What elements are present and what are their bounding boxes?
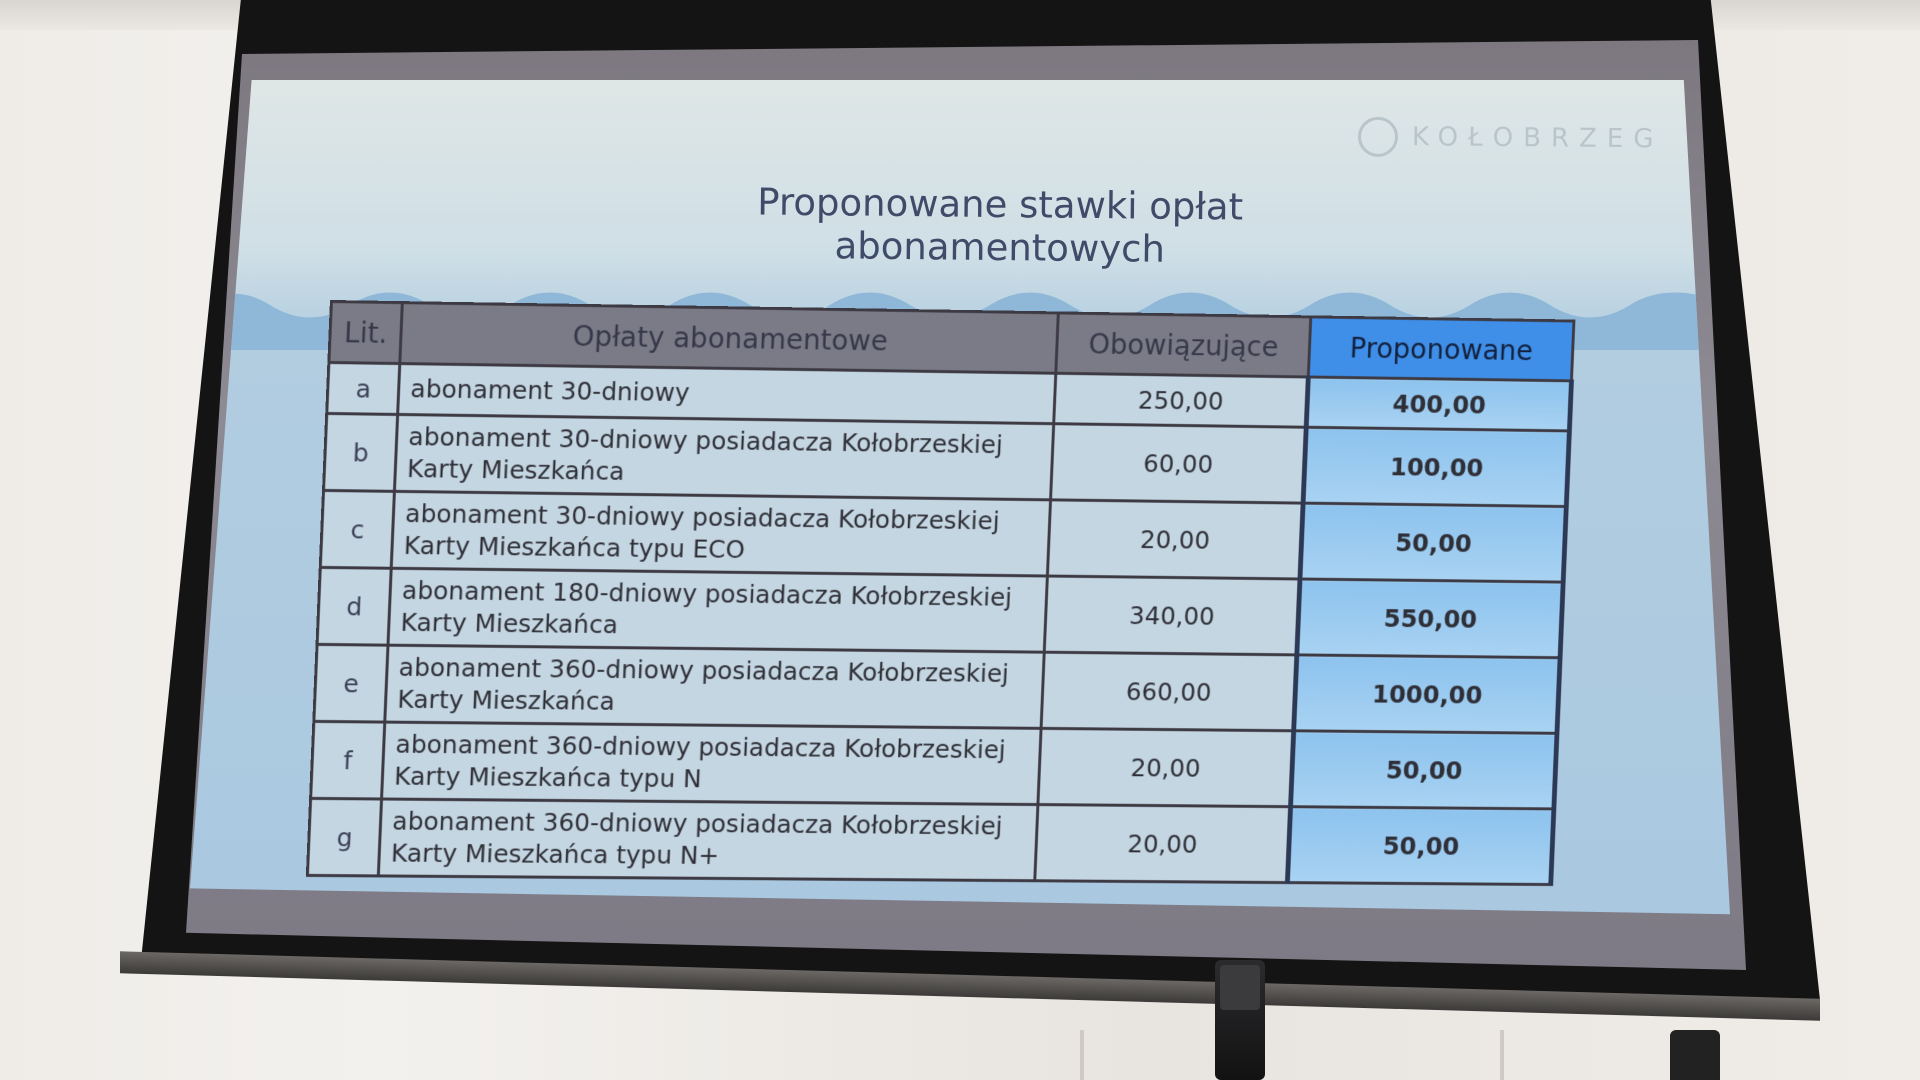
description-line: abonament 360-dniowy posiadacza Kołobrzeskiej — [391, 806, 1004, 841]
description-line: Karty Mieszkańca — [406, 454, 625, 486]
row-current-rate: 660,00 — [1041, 652, 1298, 731]
table-row — [317, 567, 1563, 657]
row-description — [392, 491, 1051, 576]
description-line: abonament 360-dniowy posiadacza Kołobrzeskiej — [398, 652, 1010, 688]
door-frame — [1080, 1030, 1084, 1080]
row-current-rate: 20,00 — [1047, 500, 1303, 579]
row-proposed-rate: 1000,00 — [1294, 655, 1560, 733]
row-current-rate: 20,00 — [1034, 805, 1291, 883]
slide-title: Proponowane stawki opłat abonamentowych — [757, 180, 1244, 271]
city-logo — [1358, 117, 1664, 160]
door-frame — [1500, 1030, 1504, 1080]
row-current-rate: 20,00 — [1038, 728, 1295, 806]
header-proposed: Proponowane — [1309, 317, 1574, 381]
fees-table — [306, 300, 1577, 886]
row-proposed-rate: 50,00 — [1291, 731, 1557, 809]
row-letter: f — [311, 721, 385, 799]
table-row — [307, 798, 1553, 884]
fees-table-container — [304, 300, 1586, 928]
table-row — [320, 490, 1566, 582]
row-letter: c — [320, 490, 394, 568]
row-current-rate: 250,00 — [1053, 373, 1308, 427]
row-current-rate: 340,00 — [1044, 576, 1300, 655]
description-line: abonament 30-dniowy — [409, 374, 691, 408]
row-current-rate: 60,00 — [1050, 424, 1306, 503]
header-description: Opłaty abonamentowe — [400, 303, 1058, 374]
table-row — [314, 644, 1560, 733]
row-description — [398, 364, 1055, 424]
description-line: Karty Mieszkańca typu N — [393, 761, 703, 794]
row-proposed-rate: 400,00 — [1307, 377, 1572, 431]
description-line: abonament 30-dniowy posiadacza Kołobrzeskiej — [404, 498, 1001, 536]
header-lit: Lit. — [329, 302, 403, 364]
description-line: Karty Mieszkańca typu N+ — [390, 838, 720, 870]
row-proposed-rate: 50,00 — [1288, 807, 1554, 885]
projector-head — [1220, 965, 1260, 1010]
row-letter: d — [317, 567, 391, 645]
row-letter: b — [324, 413, 398, 491]
row-description — [382, 722, 1041, 804]
header-current: Obowiązujące — [1055, 313, 1311, 377]
row-letter: e — [314, 644, 388, 722]
row-description — [395, 414, 1054, 499]
row-letter: g — [307, 798, 381, 876]
description-line: abonament 30-dniowy posiadacza Kołobrzeskiej — [407, 422, 1004, 460]
row-proposed-rate: 50,00 — [1300, 503, 1566, 582]
row-letter: a — [327, 362, 400, 414]
description-line: Karty Mieszkańca — [396, 684, 616, 716]
row-description — [388, 568, 1047, 652]
logo-text: KOŁOBRZEG — [1411, 122, 1664, 155]
logo-icon — [1358, 117, 1398, 157]
equipment-stand — [1670, 1030, 1720, 1080]
table-row — [311, 721, 1557, 809]
description-line: abonament 180-dniowy posiadacza Kołobrzeskiej — [401, 575, 1013, 612]
row-description — [379, 799, 1038, 881]
description-line: abonament 360-dniowy posiadacza Kołobrzeskiej — [395, 729, 1007, 765]
description-line: Karty Mieszkańca — [400, 607, 619, 640]
description-line: Karty Mieszkańca typu ECO — [403, 530, 746, 564]
row-proposed-rate: 550,00 — [1297, 579, 1563, 658]
row-description — [385, 645, 1044, 728]
row-proposed-rate: 100,00 — [1304, 427, 1570, 506]
